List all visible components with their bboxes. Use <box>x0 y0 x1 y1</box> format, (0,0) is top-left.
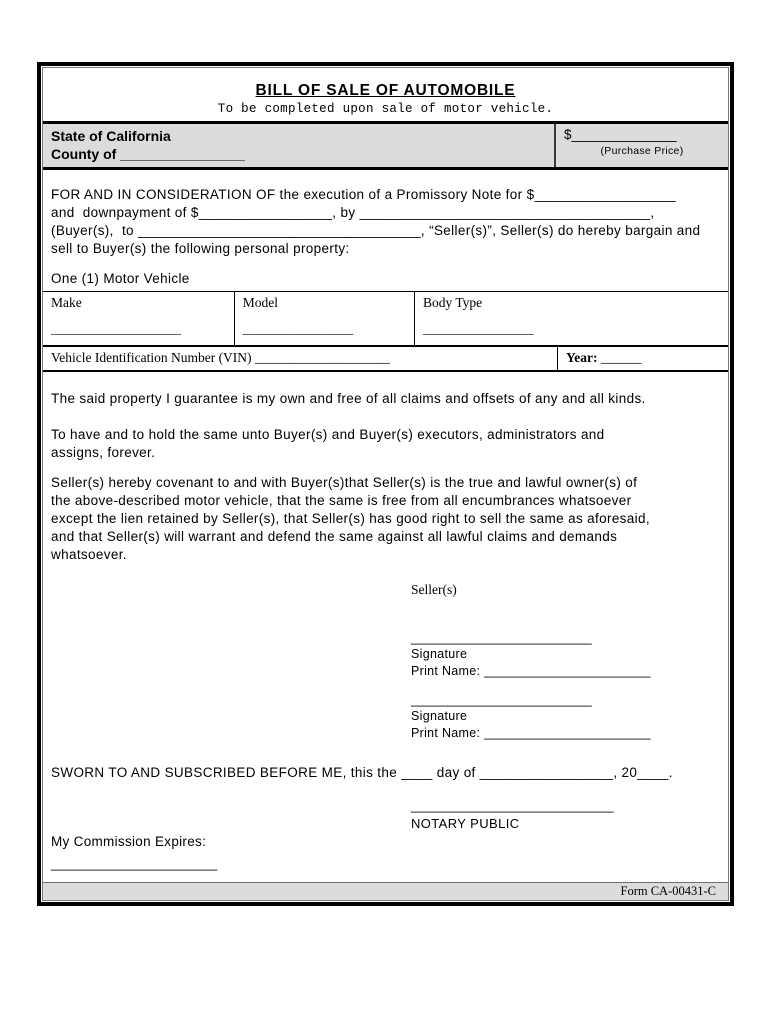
state-county-cell <box>43 124 554 167</box>
covenant-paragraph-line: Seller(s) hereby covenant to and with Buyer(s)that Seller(s) is the true and lawful owner(s) of <box>51 475 638 490</box>
consideration-paragraph <box>43 186 728 258</box>
covenant-paragraph-line: and that Seller(s) will warrant and defend the same against all lawful claims and demands <box>51 529 618 544</box>
county-blank-field[interactable]: ________________ <box>120 146 245 162</box>
signature-1-field[interactable]: _________________________ <box>411 630 592 645</box>
intro-text: , <box>650 205 655 220</box>
sworn-day-field[interactable]: ____ <box>401 765 433 780</box>
intro-line-3 <box>43 222 728 240</box>
form-content-frame <box>42 67 729 901</box>
intro-line-4: sell to Buyer(s) the following personal property: <box>51 241 350 256</box>
body-type-cell <box>415 292 728 345</box>
print-name-2-label: Print Name: <box>411 726 485 740</box>
vehicle-table <box>43 291 728 372</box>
downpayment-amount-field[interactable]: _________________ <box>198 205 333 220</box>
model-label: Model <box>242 295 279 310</box>
state-label: State of California <box>51 128 171 144</box>
signature-2-label: Signature <box>411 709 468 723</box>
form-number: Form CA-00431-C <box>620 884 716 898</box>
print-name-2-line <box>411 725 720 742</box>
hold-paragraph-line: assigns, forever. <box>51 445 156 460</box>
purchase-price-caption: (Purchase Price) <box>600 145 684 157</box>
signature-2-field[interactable]: _________________________ <box>411 692 592 707</box>
sworn-text: SWORN TO AND SUBSCRIBED BEFORE ME, this the <box>51 765 402 780</box>
sworn-statement <box>43 764 728 782</box>
sworn-text: . <box>668 765 673 780</box>
guarantee-paragraph: The said property I guarantee is my own and free of all claims and offsets of any and all kinds. <box>51 391 646 406</box>
intro-text: (Buyer(s), to <box>51 223 139 238</box>
buyer-name-field[interactable]: _____________________________________ <box>359 205 651 220</box>
vin-label: Vehicle Identification Number (VIN) <box>51 350 255 365</box>
body-type-field[interactable]: _________________ <box>422 321 534 336</box>
notary-public-label: NOTARY PUBLIC <box>411 816 520 831</box>
year-field[interactable]: ______ <box>600 350 642 365</box>
intro-line-1 <box>43 186 728 204</box>
model-cell <box>235 292 415 345</box>
print-name-1-field[interactable]: _______________________ <box>484 664 651 678</box>
state-county-band <box>43 121 728 170</box>
vin-field[interactable]: ____________________ <box>254 350 390 365</box>
print-name-1-label: Print Name: <box>411 664 485 678</box>
sworn-year-field[interactable]: ____ <box>637 765 669 780</box>
intro-text: , “Seller(s)”, Seller(s) do hereby bargain and <box>420 223 701 238</box>
sworn-text: day of <box>432 765 480 780</box>
covenant-paragraph-line: whatsoever. <box>51 547 127 562</box>
intro-text: , by <box>332 205 360 220</box>
sworn-month-field[interactable]: _________________ <box>479 765 614 780</box>
notary-signature-field[interactable]: ____________________________ <box>411 798 614 813</box>
sworn-text: , 20 <box>613 765 638 780</box>
make-cell <box>43 292 235 345</box>
form-title: BILL OF SALE OF AUTOMOBILE <box>255 82 516 99</box>
county-label: County of <box>51 146 121 162</box>
form-header <box>43 68 728 121</box>
year-label: Year: <box>566 350 601 365</box>
intro-line-2 <box>43 204 728 222</box>
model-field[interactable]: _________________ <box>242 321 354 336</box>
print-name-2-field[interactable]: _______________________ <box>484 726 651 740</box>
seller-signature-section <box>411 582 728 742</box>
make-label: Make <box>51 295 82 310</box>
vehicle-heading: One (1) Motor Vehicle <box>51 271 190 286</box>
sellers-label: Seller(s) <box>411 582 457 597</box>
year-cell <box>557 347 728 370</box>
vin-cell <box>43 347 557 370</box>
dollar-sign: $ <box>564 127 572 142</box>
commission-expires-label: My Commission Expires: <box>51 834 207 849</box>
covenant-paragraph <box>43 474 728 564</box>
purchase-price-cell <box>554 124 728 167</box>
purchase-price-field[interactable]: ______________ <box>571 127 677 142</box>
covenant-paragraph-line: except the lien retained by Seller(s), that Seller(s) has good right to sell the same as aforesaid, <box>51 511 650 526</box>
hold-paragraph <box>43 426 728 462</box>
form-footer-bar <box>43 882 728 900</box>
covenant-paragraph-line: the above-described motor vehicle, that the same is free from all encumbrances whatsoever <box>51 493 632 508</box>
signature-block-2 <box>411 692 720 742</box>
form-subtitle: To be completed upon sale of motor vehicle. <box>217 102 554 116</box>
promissory-note-amount-field[interactable]: __________________ <box>534 187 676 202</box>
vehicle-table-row-1 <box>43 292 728 347</box>
hold-paragraph-line: To have and to hold the same unto Buyer(s) and Buyer(s) executors, administrators and <box>51 427 605 442</box>
signature-block-1 <box>411 630 720 680</box>
bill-of-sale-form <box>37 62 734 906</box>
body-type-label: Body Type <box>422 295 483 310</box>
intro-text: and downpayment of $ <box>51 205 199 220</box>
price-line <box>564 127 720 143</box>
make-field[interactable]: ____________________ <box>51 321 181 336</box>
commission-expires-field[interactable]: _______________________ <box>51 856 218 871</box>
intro-text: FOR AND IN CONSIDERATION OF the execution of a Promissory Note for $ <box>51 187 535 202</box>
county-line <box>51 145 546 163</box>
signature-1-label: Signature <box>411 647 468 661</box>
print-name-1-line <box>411 663 720 680</box>
vehicle-table-row-2 <box>43 347 728 372</box>
seller-name-field[interactable]: ____________________________________ <box>138 223 421 238</box>
notary-section <box>43 782 728 892</box>
